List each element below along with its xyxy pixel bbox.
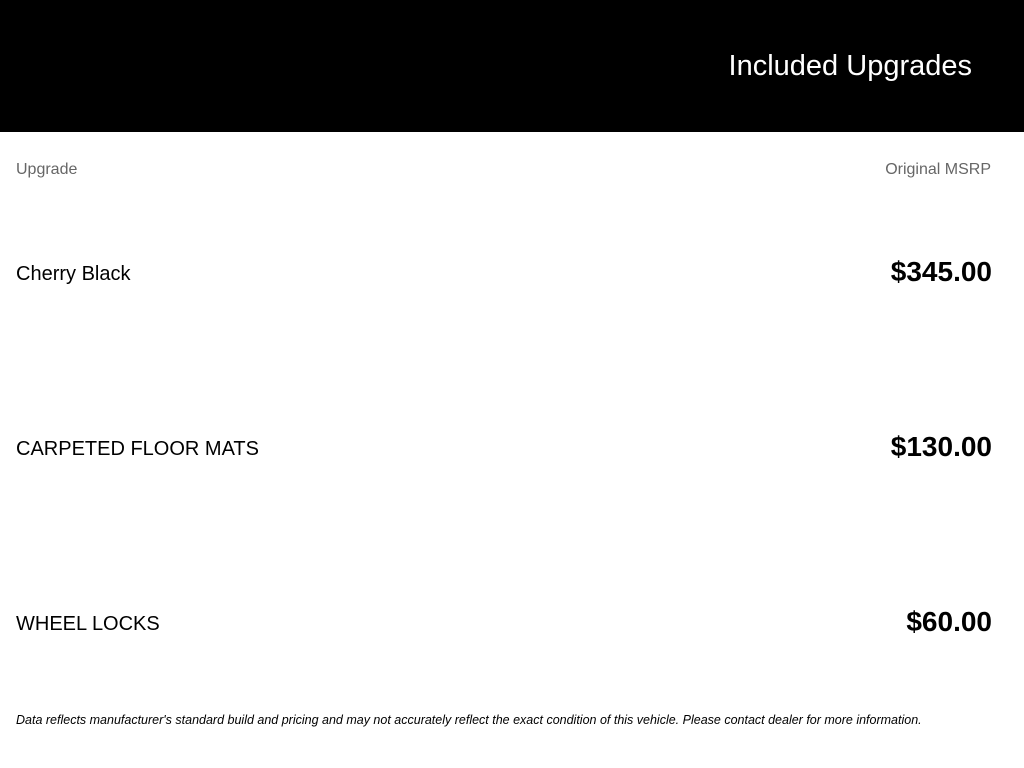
header-banner bbox=[0, 0, 1024, 132]
upgrade-name: WHEEL LOCKS bbox=[16, 613, 160, 635]
upgrade-name: CARPETED FLOOR MATS bbox=[16, 438, 259, 460]
column-header-upgrade: Upgrade bbox=[16, 161, 78, 178]
page-title: Included Upgrades bbox=[728, 50, 972, 82]
upgrade-price: $345.00 bbox=[890, 256, 992, 287]
column-header-msrp: Original MSRP bbox=[885, 161, 991, 178]
disclaimer-text: Data reflects manufacturer's standard build and pricing and may not accurately reflect the exact condition of this vehicle. Please contact dealer for more information. bbox=[16, 713, 922, 727]
upgrade-price: $60.00 bbox=[906, 606, 992, 637]
upgrade-price: $130.00 bbox=[890, 431, 992, 462]
upgrade-row bbox=[16, 427, 992, 467]
upgrade-row bbox=[16, 252, 992, 292]
upgrade-row bbox=[16, 602, 992, 642]
upgrade-name: Cherry Black bbox=[16, 263, 131, 285]
